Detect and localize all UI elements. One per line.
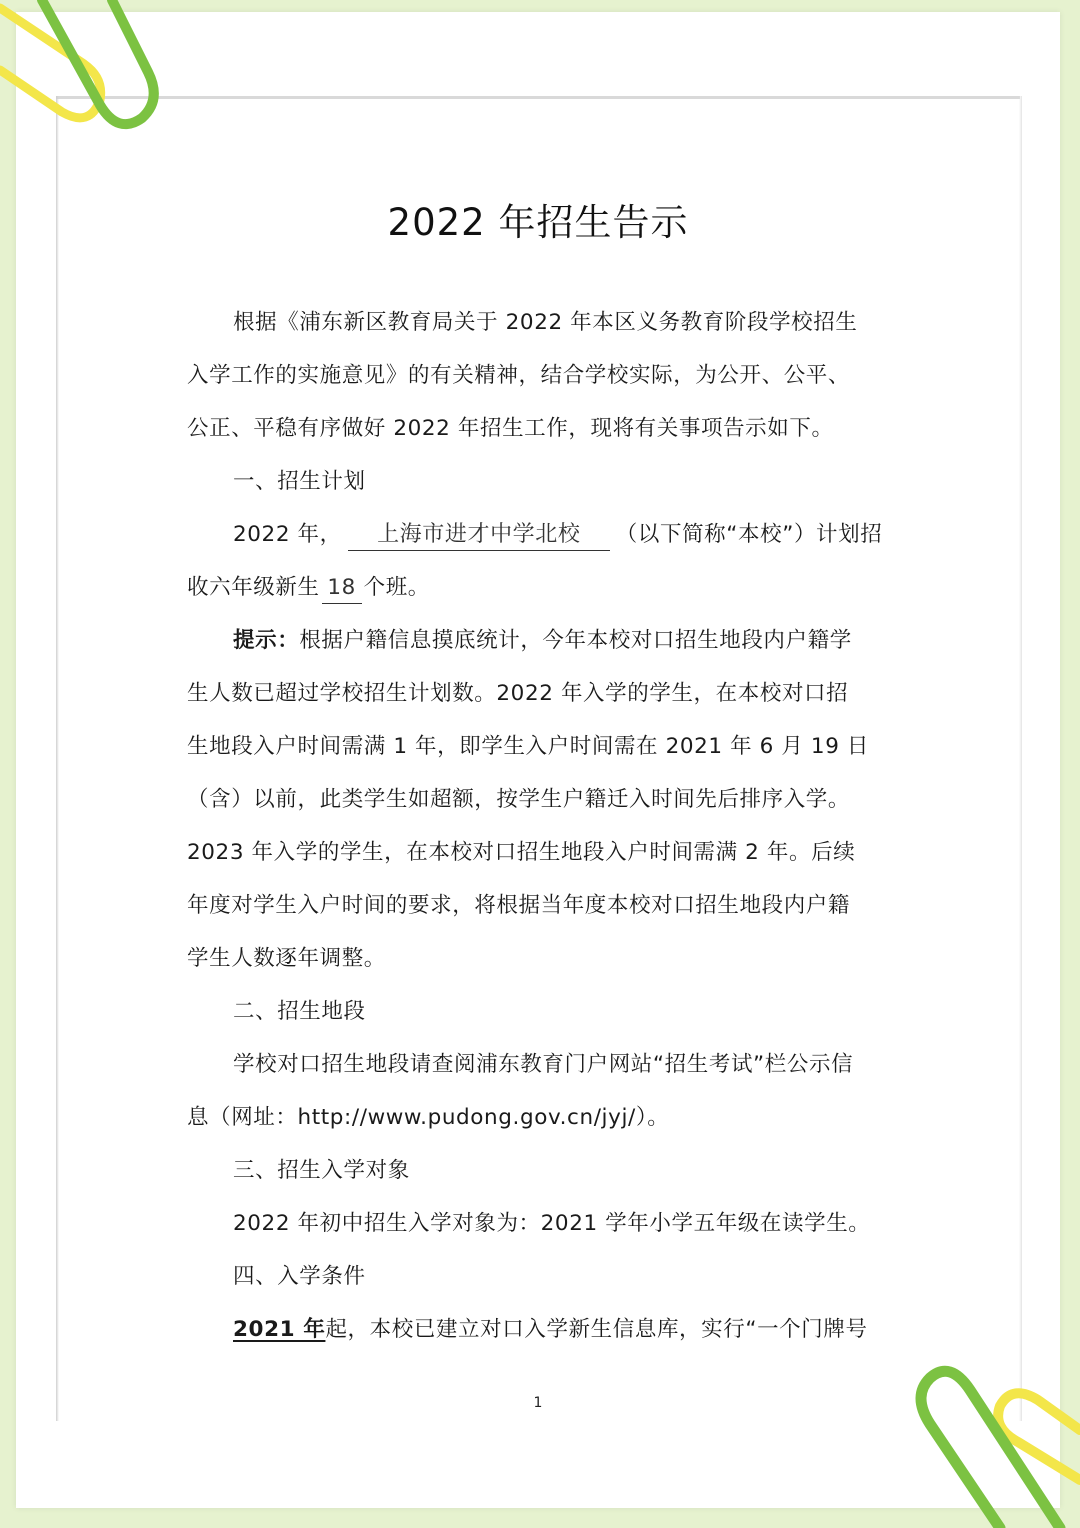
section-2-heading: 二、招生地段 <box>233 999 366 1024</box>
intro-line-1: 根据《浦东新区教育局关于 2022 年本区义务教育阶段学校招生 <box>233 310 858 335</box>
section-4-heading: 四、入学条件 <box>233 1264 366 1289</box>
paper-clip-top-left-icon <box>0 0 180 150</box>
notice-line-1 <box>233 626 852 656</box>
plan-grade-suffix: 个班。 <box>363 575 430 600</box>
notice-line-7: 学生人数逐年调整。 <box>187 946 386 971</box>
conditions-text: 起，本校已建立对口入学新生信息库，实行“一个门牌号 <box>325 1317 868 1342</box>
conditions-lead-year: 2021 年 <box>233 1317 326 1342</box>
enrollment-plan-line-2 <box>187 573 430 604</box>
intro-line-3: 公正、平稳有序做好 2022 年招生工作，现将有关事项告示如下。 <box>187 416 834 441</box>
section-3-heading: 三、招生入学对象 <box>233 1158 410 1183</box>
notice-line-6: 年度对学生入户时间的要求，将根据当年度本校对口招生地段内户籍 <box>187 893 851 918</box>
page-number: 1 <box>533 1395 543 1411</box>
plan-grade-prefix: 收六年级新生 <box>187 575 320 600</box>
target-students-line: 2022 年初中招生入学对象为：2021 学年小学五年级在读学生。 <box>233 1211 871 1236</box>
plan-line-suffix: （以下简称“本校”）计划招 <box>615 522 883 547</box>
intro-line-2: 入学工作的实施意见》的有关精神，结合学校实际，为公开、公平、 <box>187 363 851 388</box>
page-right-edge <box>1019 96 1022 1421</box>
class-count-field: 18 <box>322 573 362 604</box>
conditions-line-1 <box>233 1315 868 1345</box>
notice-first-line: 根据户籍信息摸底统计，今年本校对口招生地段内户籍学 <box>299 628 852 653</box>
page-left-edge <box>56 96 59 1421</box>
district-line-1: 学校对口招生地段请查阅浦东教育门户网站“招生考试”栏公示信 <box>233 1052 854 1077</box>
notice-line-2: 生人数已超过学校招生计划数。2022 年入学的学生，在本校对口招 <box>187 681 849 706</box>
document-page <box>16 12 1060 1508</box>
document-title: 2022 年招生告示 <box>387 201 689 244</box>
plan-year-prefix: 2022 年， <box>233 522 342 547</box>
notice-line-5: 2023 年入学的学生，在本校对口招生地段入户时间需满 2 年。后续 <box>187 840 856 865</box>
notice-label: 提示： <box>233 628 300 653</box>
notice-line-3: 生地段入户时间需满 1 年，即学生入户时间需在 2021 年 6 月 19 日 <box>187 734 870 759</box>
district-line-2: 息（网址：http://www.pudong.gov.cn/jyj/）。 <box>187 1105 670 1130</box>
enrollment-plan-line-1 <box>233 520 882 551</box>
section-1-heading: 一、招生计划 <box>233 469 366 494</box>
paper-clip-bottom-right-icon <box>900 1340 1080 1528</box>
school-name-field: 上海市进才中学北校 <box>348 520 610 551</box>
page-top-rule <box>56 96 1020 99</box>
notice-line-4: （含）以前，此类学生如超额，按学生户籍迁入时间先后排序入学。 <box>187 787 851 812</box>
